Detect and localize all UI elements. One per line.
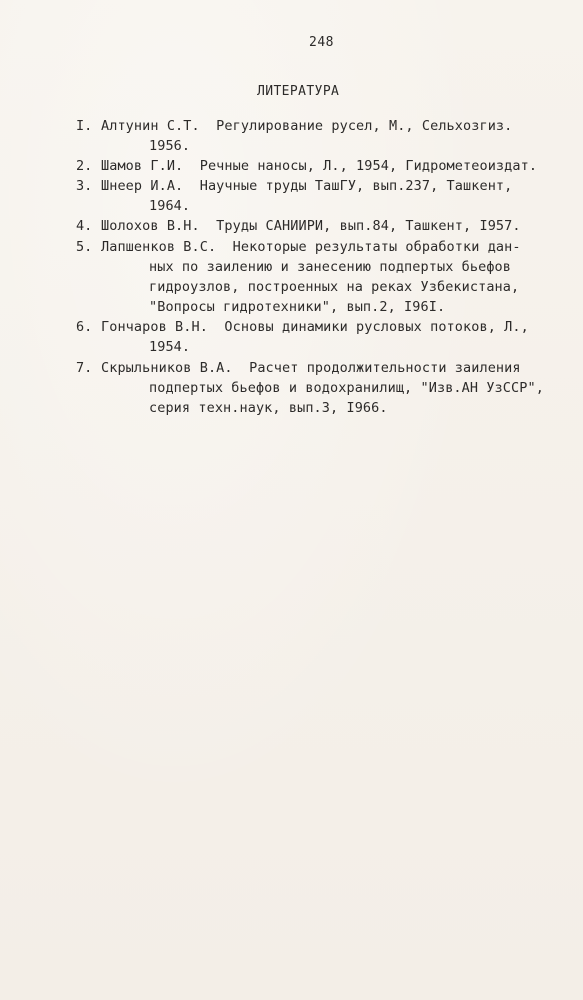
reference-item-4 <box>0 218 583 238</box>
reference-item-5-continuation-1 <box>0 259 583 279</box>
reference-text-line: гидроузлов, построенных на реках Узбекистана, <box>149 279 520 295</box>
reference-text-line: 1956. <box>149 138 191 154</box>
reference-item-5-continuation-3 <box>0 299 583 319</box>
reference-item-3-continuation <box>0 198 583 218</box>
reference-text-line: подпертых бьефов и водохранилищ, "Изв.АН УзССР", <box>149 380 544 396</box>
reference-text-line: Шнеер И.А. Научные труды ТашГУ, вып.237, Ташкент, <box>101 178 513 194</box>
reference-text-line: Скрыльников В.А. Расчет продолжительности заиления <box>101 360 521 376</box>
reference-item-5 <box>0 239 583 259</box>
reference-text-line: серия техн.наук, вып.3, I966. <box>149 400 388 416</box>
reference-text-line: "Вопросы гидротехники", вып.2, I96I. <box>149 299 446 315</box>
reference-number: 7. <box>76 360 93 376</box>
reference-text-line: Лапшенков В.С. Некоторые результаты обработки дан- <box>101 239 521 255</box>
reference-item-7 <box>0 360 583 380</box>
reference-text-line: 1964. <box>149 198 191 214</box>
reference-item-7-continuation-2 <box>0 400 583 420</box>
page-number: 248 <box>309 35 334 50</box>
reference-item-6 <box>0 319 583 339</box>
reference-number: I. <box>76 118 93 134</box>
reference-text-line: Гончаров В.Н. Основы динамики русловых потоков, Л., <box>101 319 529 335</box>
reference-text-line: Алтунин С.Т. Регулирование русел, М., Сельхозгиз. <box>101 118 513 134</box>
reference-text-line: ных по заилению и занесению подпертых бьефов <box>149 259 512 275</box>
reference-item-3 <box>0 178 583 198</box>
reference-number: 4. <box>76 218 93 234</box>
bibliography-heading: ЛИТЕРАТУРА <box>257 84 340 99</box>
reference-item-1 <box>0 118 583 138</box>
reference-item-1-continuation <box>0 138 583 158</box>
reference-number: 2. <box>76 158 93 174</box>
reference-item-2 <box>0 158 583 178</box>
reference-text-line: Шолохов В.Н. Труды САНИИРИ, вып.84, Ташкент, I957. <box>101 218 521 234</box>
reference-number: 3. <box>76 178 93 194</box>
reference-item-5-continuation-2 <box>0 279 583 299</box>
reference-text-line: 1954. <box>149 339 191 355</box>
reference-text-line: Шамов Г.И. Речные наносы, Л., 1954, Гидрометеоиздат. <box>101 158 538 174</box>
reference-item-7-continuation-1 <box>0 380 583 400</box>
reference-number: 6. <box>76 319 93 335</box>
reference-number: 5. <box>76 239 93 255</box>
reference-item-6-continuation <box>0 339 583 359</box>
